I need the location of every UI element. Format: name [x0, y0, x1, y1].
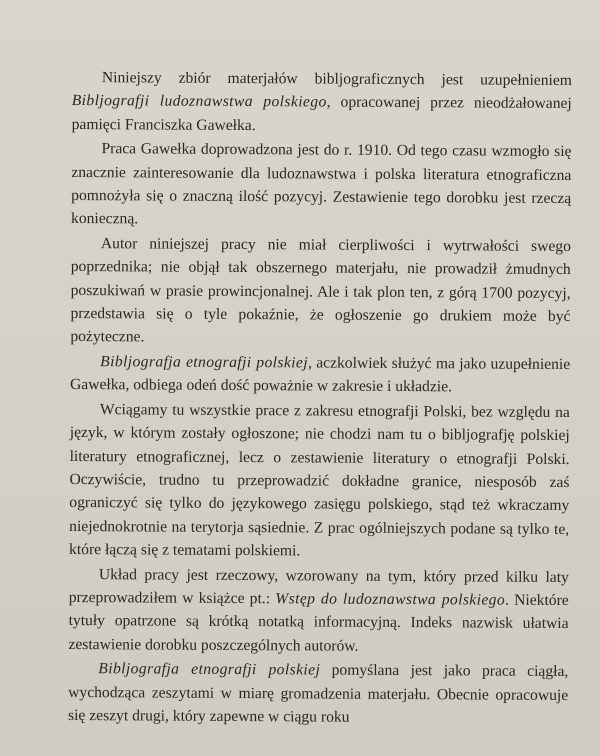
- text-span: Praca Gawełka doprowadzona jest do r. 1910. Od tego czasu wzmogło się znacznie zainteresowanie dla ludoznawstwa i polska literatura etnograficzna pomnożyła się o znaczną ilość pozycyj. Zestawienie tego dorobku jest rzeczą konieczną.: [71, 140, 572, 228]
- text-span: , opracowanej przez nieodżałowanej pamięci Franciszka Gawełka.: [71, 93, 572, 134]
- paragraph-2: [71, 137, 572, 234]
- body-text: [68, 66, 572, 730]
- text-span: pomyślana jest jako praca ciągła, wychodząca zeszytami w miarę gromadzenia materjału. Obecnie opracowuje się zeszyt drugi, który zapewne w ciągu roku: [67, 661, 569, 726]
- italic-title: Bibljografja etnografji polskiej: [100, 353, 309, 372]
- paragraph-6: [68, 563, 569, 660]
- text-span: . Niektóre tytuły opatrzone są krótką notatką informacyjną. Indeks nazwisk ułatwia zestawienie dorobku poszczególnych autorów.: [68, 591, 569, 655]
- italic-title: Bibljografji ludoznawstwa polskiego: [71, 92, 327, 111]
- italic-title: Wstęp do ludoznawstwa polskiego: [275, 590, 506, 609]
- italic-title: Bibljografja etnografji polskiej: [98, 660, 321, 679]
- text-span: Układ pracy jest rzeczowy, wzorowany na tym, który przed kilku laty przeprowadziłem w książce pt.:: [68, 565, 569, 608]
- text-span: Autor niniejszej pracy nie miał cierpliwości i wytrwałości swego poprzednika; nie objął tak obszernego materjału, nie prowadził żmudnych poszukiwań w prasie prowincjonalnej. Ale i tak plon ten, z górą 1700 pozycyj, przedstawia się o tyle pokaźnie, że ogłoszenie go drukiem może być pożyteczne.: [70, 235, 571, 346]
- paragraph-3: [70, 232, 571, 352]
- paragraph-7: [68, 657, 568, 730]
- paragraph-4: [70, 350, 570, 400]
- text-span: Wciągamy tu wszystkie prace z zakresu etnografji Polski, bez względu na język, w którym zostały ogłoszone; nie chodzi nam tu o bibljografję polskiej literatury etnograficznej, lecz o zestawienie literatury o etnografji Polski. Oczywiście, trudno tu przeprowadzić dokładne granice, niesposób zaś ograniczyć się tylko do językowego zasięgu polskiego, stąd też wkraczamy niejednokrotnie na terytorja sąsiednie. Z prac ogólniejszych podane są tylko te, które łączą się z tematami polskiemi.: [68, 400, 570, 560]
- paragraph-5: [69, 398, 570, 565]
- text-span: , aczkolwiek służyć ma jako uzupełnienie Gawełka, odbiega odeń dość poważnie w zakresie i układzie.: [70, 354, 571, 396]
- paragraph-1: [72, 66, 572, 139]
- text-span: Niniejszy zbiór materjałów bibljograficznych jest uzupełnieniem: [101, 69, 572, 90]
